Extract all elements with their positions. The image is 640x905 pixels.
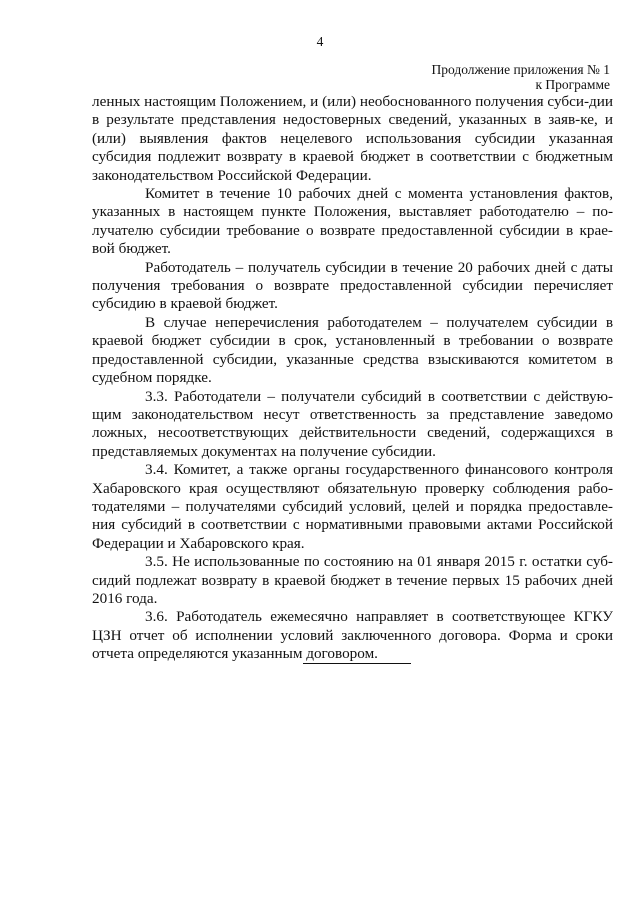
paragraph-3-3: 3.3. Работодатели – получатели субсидий в соответствии с действую-щим законодательством несут ответственность за представление заведомо ложных, несоответствующих действительности сведений, содержащихся в представляемых документах на получение субсидии.	[92, 387, 613, 460]
appendix-header	[431, 62, 610, 92]
paragraph-3-6: 3.6. Работодатель ежемесячно направляет в соответствующее КГКУ ЦЗН отчет об исполнении условий заключенного договора. Форма и сроки отчета определяются указанным договором.	[92, 608, 613, 663]
page-number: 4	[316, 34, 324, 49]
paragraph-continuation: ленных настоящим Положением, и (или) необоснованного получения субси-дии в результате представления недостоверных сведений, указанных в заяв-ке, и (или) выявления фактов нецелевого использования субсидии указанная субсидия подлежит возврату в краевой бюджет в соответствии с бюджетным законодательством Российской Федерации.	[92, 93, 613, 184]
paragraph-employer-transfer: Работодатель – получатель субсидии в течение 20 рабочих дней с даты получения требования о возврате предоставленной субсидии перечисляет субсидию в краевой бюджет.	[92, 258, 613, 313]
paragraph-non-transfer: В случае неперечисления работодателем – получателем субсидии в краевой бюджет субсидии в срок, установленный в требовании о возврате предоставленной субсидии, указанные средства взыскиваются комитетом в судебном порядке.	[92, 313, 613, 387]
paragraph-committee-demand: Комитет в течение 10 рабочих дней с момента установления фактов, указанных в настоящем пункте Положения, выставляет работодателю – по-лучателю субсидии требование о возврате предоставленной субсидии в крае-вой бюджет.	[92, 185, 613, 258]
paragraph-3-4: 3.4. Комитет, а также органы государственного финансового контроля Хабаровского края осуществляют обязательную проверку соблюдения рабо-тодателями – получателями субсидий условий, целей и порядка предоставле-ния субсидий в соответствии с нормативными правовыми актами Российской Федерации и Хабаровского края.	[92, 461, 613, 552]
document-body	[92, 93, 613, 664]
paragraph-3-5: 3.5. Не использованные по состоянию на 01 января 2015 г. остатки суб-сидий подлежат возврату в краевой бюджет в течение первых 15 рабочих дней 2016 года.	[92, 553, 613, 607]
appendix-header-line-1: Продолжение приложения № 1	[431, 62, 610, 77]
appendix-header-line-2: к Программе	[535, 77, 610, 92]
end-rule	[303, 663, 411, 664]
